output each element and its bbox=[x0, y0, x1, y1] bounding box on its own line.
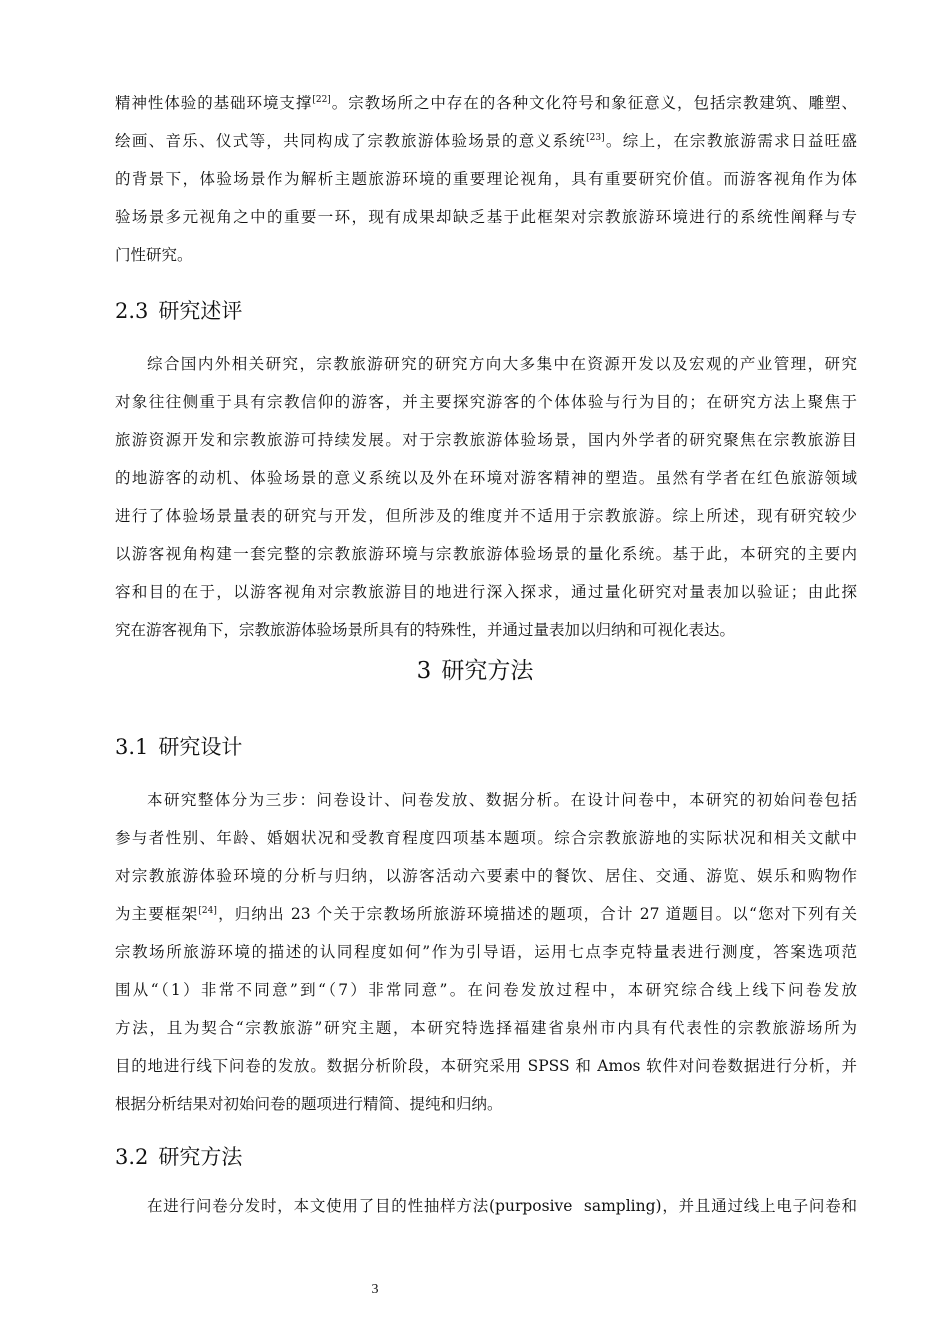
paragraph-line: 绘画、音乐、仪式等，共同构成了宗教旅游体验场景的意义系统[23]。综上，在宗教旅游需求日益旺盛 bbox=[115, 132, 857, 150]
section-heading-3-2: 3.2 研究方法 bbox=[115, 1145, 243, 1169]
paragraph-line: 的背景下，体验场景作为解析主题旅游环境的重要理论视角，具有重要研究价值。而游客视角作为体 bbox=[115, 170, 857, 188]
paragraph-line: 究在游客视角下，宗教旅游体验场景所具有的特殊性，并通过量表加以归纳和可视化表达。 bbox=[115, 621, 736, 639]
paragraph-line: 以游客视角构建一套完整的宗教旅游环境与宗教旅游体验场景的量化系统。基于此，本研究的主要内 bbox=[115, 545, 857, 563]
paragraph-line: 本研究整体分为三步：问卷设计、问卷发放、数据分析。在设计问卷中，本研究的初始问卷包括 bbox=[147, 791, 857, 809]
citation: [24] bbox=[198, 905, 217, 916]
paragraph-line: 参与者性别、年龄、婚姻状况和受教育程度四项基本题项。综合宗教旅游地的实际状况和相关文献中 bbox=[115, 829, 857, 847]
paragraph-line: 综合国内外相关研究，宗教旅游研究的研究方向大多集中在资源开发以及宏观的产业管理，研究 bbox=[147, 355, 857, 373]
paragraph-line: 旅游资源开发和宗教旅游可持续发展。对于宗教旅游体验场景，国内外学者的研究聚焦在宗教旅游目 bbox=[115, 431, 857, 449]
paragraph-line: 进行了体验场景量表的研究与开发，但所涉及的维度并不适用于宗教旅游。综上所述，现有研究较少 bbox=[115, 507, 857, 525]
paragraph-line: 围从“（1）非常不同意”到“（7）非常同意”。在问卷发放过程中，本研究综合线上线下问卷发放 bbox=[115, 981, 857, 999]
paragraph-line: 容和目的在于，以游客视角对宗教旅游目的地进行深入探求，通过量化研究对量表加以验证；由此探 bbox=[115, 583, 857, 601]
paragraph-line: 对宗教旅游体验环境的分析与归纳，以游客活动六要素中的餐饮、居住、交通、游览、娱乐和购物作 bbox=[115, 867, 857, 885]
citation: [23] bbox=[586, 132, 605, 143]
paragraph-line: 方法，且为契合“宗教旅游”研究主题，本研究特选择福建省泉州市内具有代表性的宗教旅游场所为 bbox=[115, 1019, 857, 1037]
paragraph-line: 根据分析结果对初始问卷的题项进行精简、提纯和归纳。 bbox=[115, 1095, 503, 1113]
chapter-heading-3: 3 研究方法 bbox=[416, 658, 534, 684]
paragraph-line: 验场景多元视角之中的重要一环，现有成果却缺乏基于此框架对宗教旅游环境进行的系统性阐释与专 bbox=[115, 208, 857, 226]
paragraph-line: 宗教场所旅游环境的描述的认同程度如何”作为引导语，运用七点李克特量表进行测度，答案选项范 bbox=[115, 943, 857, 961]
paragraph-line: 目的地进行线下问卷的发放。数据分析阶段，本研究采用 SPSS 和 Amos 软件对问卷数据进行分析，并 bbox=[115, 1057, 857, 1075]
paragraph-line: 的地游客的动机、体验场景的意义系统以及外在环境对游客精神的塑造。虽然有学者在红色旅游领域 bbox=[115, 469, 857, 487]
section-heading-3-1: 3.1 研究设计 bbox=[115, 735, 243, 759]
paragraph-line: 门性研究。 bbox=[115, 246, 193, 264]
paragraph-line: 对象往往侧重于具有宗教信仰的游客，并主要探究游客的个体体验与行为目的；在研究方法上聚焦于 bbox=[115, 393, 857, 411]
page-number: 3 bbox=[371, 1282, 379, 1297]
citation: [22] bbox=[312, 94, 331, 105]
paragraph-line: 精神性体验的基础环境支撑[22]。宗教场所之中存在的各种文化符号和象征意义，包括宗教建筑、雕塑、 bbox=[115, 94, 857, 112]
section-heading-2-3: 2.3 研究述评 bbox=[115, 299, 243, 323]
paragraph-line: 在进行问卷分发时，本文使用了目的性抽样方法(purposive sampling)，并且通过线上电子问卷和 bbox=[147, 1197, 857, 1215]
paragraph-line: 为主要框架[24]，归纳出 23 个关于宗教场所旅游环境描述的题项，合计 27 道题目。以“您对下列有关 bbox=[115, 905, 857, 923]
